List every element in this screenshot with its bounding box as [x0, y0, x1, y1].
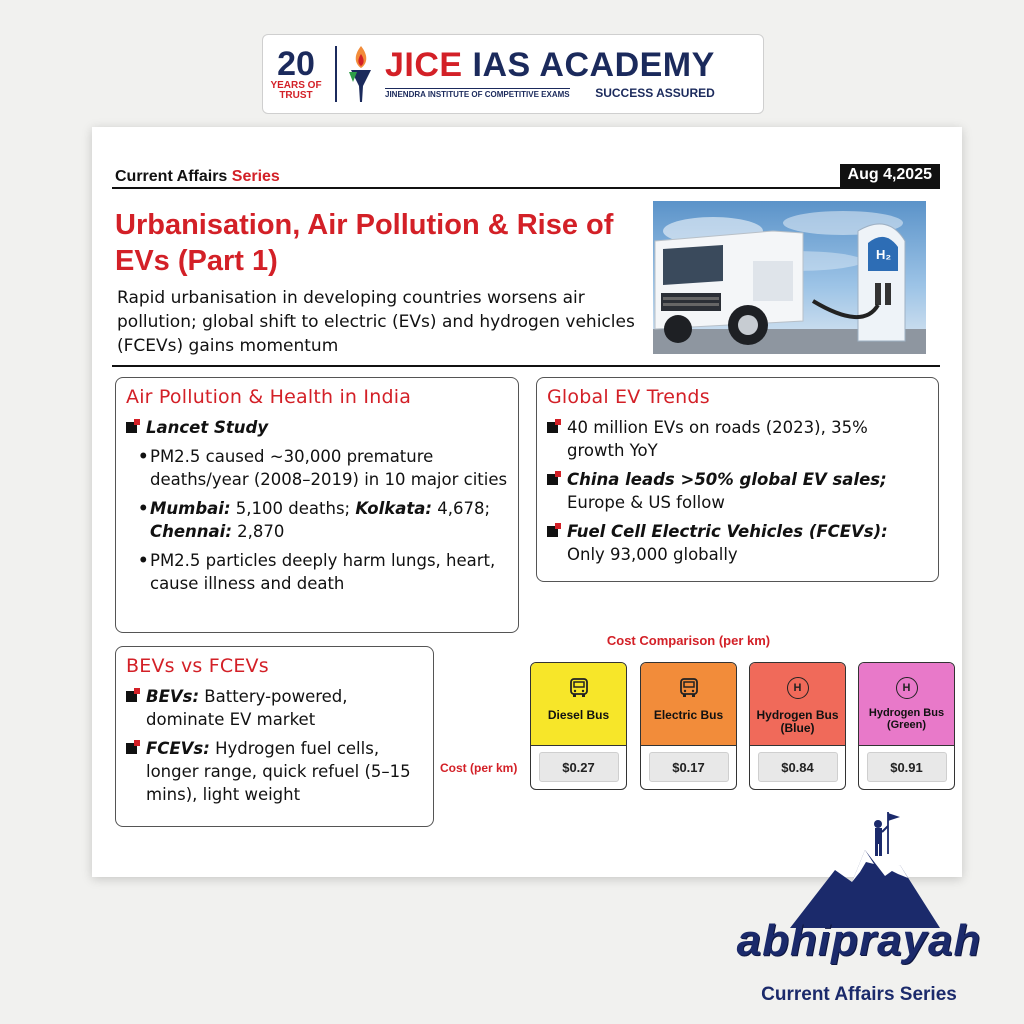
- bus-icon: [676, 675, 702, 701]
- hydrogen-icon-letter: H: [896, 677, 918, 699]
- point-rest: Hydrogen fuel cells, longer range, quick refuel (5–15 mins), light weight: [146, 739, 411, 804]
- bullet-icon: [126, 691, 137, 702]
- academy-logo: [262, 34, 764, 114]
- abhiprayah-brand: abhiprayah: [736, 916, 982, 965]
- list-item: [126, 416, 508, 439]
- ev-trends-panel: [536, 377, 939, 582]
- list-item: [547, 520, 928, 566]
- point-text: [146, 685, 423, 731]
- city-value: 4,678;: [431, 499, 491, 518]
- bus-type-label: Diesel Bus: [547, 708, 610, 722]
- list-item: [547, 416, 928, 462]
- air-pollution-panel: [115, 377, 519, 633]
- list-item: [138, 549, 508, 595]
- point-bold: China leads >50% global EV sales;: [567, 470, 887, 489]
- cost-value: $0.27: [539, 752, 619, 782]
- hero-image: [653, 201, 926, 354]
- dot-icon: •: [138, 447, 149, 466]
- point-text: 40 million EVs on roads (2023), 35% growth YoY: [567, 418, 868, 460]
- point-text: PM2.5 caused ~30,000 premature deaths/year (2008–2019) in 10 major cities: [150, 447, 508, 489]
- logo-divider: [335, 46, 337, 102]
- cost-row-label: Cost (per km): [440, 761, 518, 775]
- list-item: [138, 445, 508, 491]
- dot-icon: •: [138, 551, 149, 570]
- academy-tagline: JINENDRA INSTITUTE OF COMPETITIVE EXAMS: [385, 89, 570, 99]
- cost-value: $0.17: [649, 752, 729, 782]
- series-suffix: Series: [231, 168, 280, 185]
- point-rest: Battery-powered, dominate EV market: [146, 687, 348, 729]
- bullet-icon: [547, 526, 558, 537]
- bus-icon: [566, 675, 592, 701]
- cost-card-hydrogen-blue: [749, 662, 846, 790]
- mountain-climber-icon: [790, 810, 940, 928]
- series-label: [112, 168, 280, 187]
- hydrogen-icon: [785, 675, 811, 701]
- bus-type-label: Electric Bus: [653, 708, 724, 722]
- section-divider: [112, 365, 940, 367]
- city-name: Chennai:: [150, 522, 232, 541]
- bev-fcev-panel: [115, 646, 434, 827]
- bev-fcev-heading: BEVs vs FCEVs: [126, 655, 269, 677]
- list-item: [138, 497, 508, 543]
- academy-motto: SUCCESS ASSURED: [595, 86, 715, 100]
- point-bold: BEVs:: [146, 687, 200, 706]
- bullet-icon: [126, 743, 137, 754]
- cost-card-electric: [640, 662, 737, 790]
- list-item: [547, 468, 928, 514]
- article-title: Urbanisation, Air Pollution & Rise of EVs (Part 1): [115, 209, 614, 277]
- series-prefix: Current Affairs: [115, 168, 232, 185]
- cost-comparison-title: Cost Comparison (per km): [606, 633, 771, 648]
- city-value: 2,870: [231, 522, 285, 541]
- point-text: PM2.5 particles deeply harm lungs, heart, cause illness and death: [150, 551, 496, 593]
- ev-trends-heading: Global EV Trends: [547, 386, 710, 408]
- academy-name-red: JICE: [385, 46, 463, 84]
- lancet-study-label: Lancet Study: [146, 418, 269, 437]
- dot-icon: •: [138, 499, 149, 518]
- list-item: [126, 685, 423, 731]
- cost-value: $0.84: [758, 752, 838, 782]
- air-pollution-heading: Air Pollution & Health in India: [126, 386, 412, 408]
- article-card: [92, 127, 962, 877]
- point-text: [146, 737, 423, 806]
- point-rest: Only 93,000 globally: [567, 545, 738, 564]
- torch-icon: [343, 42, 379, 106]
- cost-card-diesel: [530, 662, 627, 790]
- article-subtitle: Rapid urbanisation in developing countries worsens air pollution; global shift to electric (EVs) and hydrogen vehicles (FCEVs) gains momentum: [117, 288, 635, 356]
- list-item: [126, 737, 423, 806]
- point-text: [567, 520, 928, 566]
- point-rest: Europe & US follow: [567, 493, 725, 512]
- cost-value: $0.91: [867, 752, 947, 782]
- academy-name-rest: IAS ACADEMY: [462, 46, 715, 84]
- bullet-icon: [126, 422, 137, 433]
- date-badge: Aug 4,2025: [840, 164, 940, 187]
- hydrogen-icon: [894, 675, 920, 701]
- bus-type-label: Hydrogen Bus (Green): [868, 707, 945, 731]
- point-bold: Fuel Cell Electric Vehicles (FCEVs):: [567, 522, 888, 541]
- hydrogen-icon-letter: H: [787, 677, 809, 699]
- series-bar: [112, 166, 940, 189]
- bus-type-label: Hydrogen Bus (Blue): [756, 708, 839, 735]
- city-value: 5,100 deaths;: [230, 499, 356, 518]
- city-deaths-text: [150, 497, 508, 543]
- cost-card-hydrogen-green: [858, 662, 955, 790]
- bullet-icon: [547, 422, 558, 433]
- brand-subtitle: Current Affairs Series: [761, 984, 957, 1005]
- city-name: Kolkata:: [355, 499, 432, 518]
- hydrogen-truck-illustration: [653, 201, 926, 354]
- city-name: Mumbai:: [150, 499, 231, 518]
- svg-text:H₂: H₂: [876, 247, 892, 262]
- bullet-icon: [547, 474, 558, 485]
- years-text: YEARS OF TRUST: [270, 80, 322, 101]
- years-number: 20: [277, 45, 315, 83]
- academy-name: [385, 48, 715, 82]
- point-text: [567, 468, 928, 514]
- point-bold: FCEVs:: [146, 739, 210, 758]
- years-of-trust-badge: [263, 47, 329, 101]
